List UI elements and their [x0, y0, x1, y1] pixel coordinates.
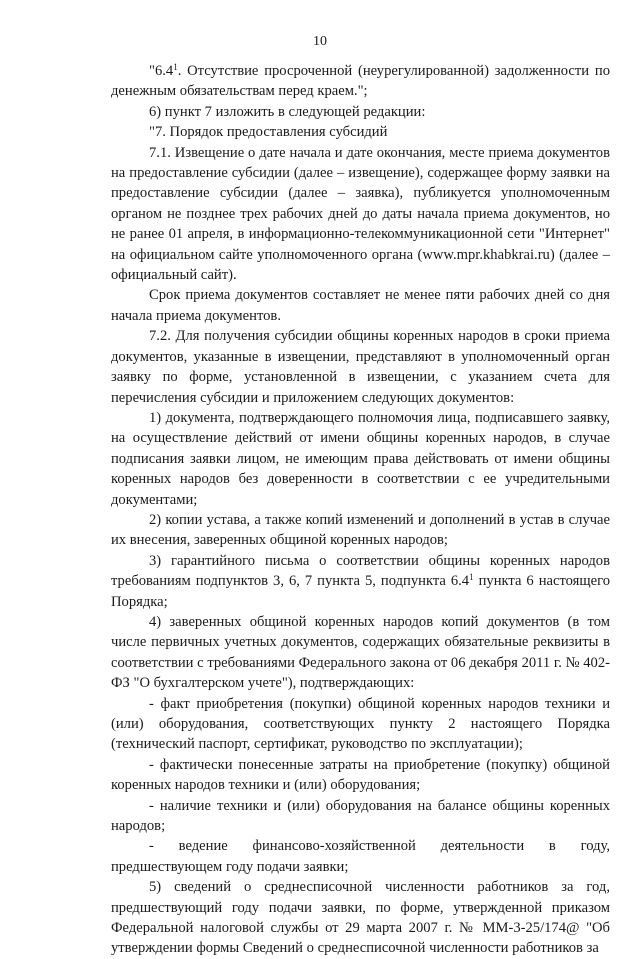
paragraph-dash-1: [111, 694, 610, 755]
paragraph-dash-4: [111, 836, 610, 877]
paragraph-text: пункта 6 настоящего Порядка;: [111, 573, 611, 610]
paragraph-text: "7. Порядок предоставления субсидий: [149, 124, 388, 141]
paragraph-list-4: [111, 612, 610, 694]
document-body: [111, 61, 610, 959]
paragraph-text: 6) пункт 7 изложить в следующей редакции:: [149, 103, 426, 120]
paragraph-list-5: [111, 877, 610, 959]
paragraph-dash-2: [111, 755, 610, 796]
paragraph-item-6: [111, 102, 610, 122]
paragraph-text: - наличие техники и (или) оборудования на балансе общины коренных народов;: [111, 797, 610, 835]
paragraph-text: 2) копии устава, а также копий изменений и дополнений в устав в случае их внесения, заверенных общиной коренных народов;: [111, 511, 610, 549]
paragraph-7-2: [111, 326, 610, 408]
paragraph-text: 7.2. Для получения субсидии общины коренных народов в сроки приема документов, указанные в извещении, представляют в уполномоченный орган заявку по форме, установленной в извещении, с указанием счета для перечисления субсидии и приложением следующих документов:: [111, 328, 610, 406]
paragraph-text: - фактически понесенные затраты на приобретение (покупку) общиной коренных народов техники и (или) оборудования;: [111, 756, 610, 794]
paragraph-text: 7.1. Извещение о дате начала и дате окончания, месте приема документов на предоставление субсидии (далее – извещение), содержащее форму заявки на предоставление субсидии (далее – заявка), публикуется уполномоченным органом не позднее трех рабочих дней до даты начала приема документов, но не ранее 01 апреля, в информационно-телекоммуникационной сети "Интернет" на официальном сайте уполномоченного органа (www.mpr.khabkrai.ru) (далее – официальный сайт).: [111, 144, 610, 284]
paragraph-list-1: [111, 408, 610, 510]
paragraph-text: 4) заверенных общиной коренных народов копий документов (в том числе первичных учетных документов, содержащих обязательные реквизиты в соответствии с требованиями Федерального закона от 06 декабря 2011 г. № 402-ФЗ "О бухгалтерском учете"), подтверждающих:: [111, 613, 610, 692]
paragraph-text: "6.4: [149, 63, 174, 79]
paragraph-7-1: [111, 143, 610, 286]
paragraph-section-7-title: [111, 122, 610, 142]
paragraph-text: - ведение финансово-хозяйственной деятельности в году, предшествующем году подачи заявки;: [111, 838, 610, 875]
page-number: 10: [313, 34, 327, 49]
paragraph-6-4-1: [111, 61, 610, 102]
paragraph-list-3: [111, 551, 610, 612]
paragraph-text: . Отсутствие просроченной (неурегулированной) задолженности по денежным обязательствам перед краем.";: [111, 63, 610, 100]
paragraph-dash-3: [111, 796, 610, 837]
superscript: 1: [469, 572, 474, 583]
paragraph-list-2: [111, 510, 610, 551]
paragraph-text: 5) сведений о среднесписочной численности работников за год, предшествующий году подачи заявки, по форме, утвержденной приказом Федеральной налоговой службы от 29 марта 2007 г. № ММ-3-25/174@ "Об утверждении формы Сведений о среднесписочной численности работников за: [111, 879, 610, 957]
paragraph-text: 3) гарантийного письма о соответствии общины коренных народов требованиям подпунктов 3, 6, 7 пункта 5, подпункта 6.4: [111, 552, 610, 590]
paragraph-text: - факт приобретения (покупки) общиной коренных народов техники и (или) оборудования, соответствующих пункту 2 настоящего Порядка (технический паспорт, сертификат, руководство по эксплуатации);: [111, 695, 610, 753]
paragraph-deadline: [111, 285, 610, 326]
superscript: 1: [173, 62, 178, 72]
paragraph-text: 1) документа, подтверждающего полномочия лица, подписавшего заявку, на осуществление действий от имени общины коренных народов, в случае подписания заявки лицом, не имеющим права действовать от имени общины коренных народов без доверенности в соответствии с ее учредительными документами;: [111, 409, 610, 508]
paragraph-text: Срок приема документов составляет не менее пяти рабочих дней со дня начала приема документов.: [111, 287, 610, 324]
